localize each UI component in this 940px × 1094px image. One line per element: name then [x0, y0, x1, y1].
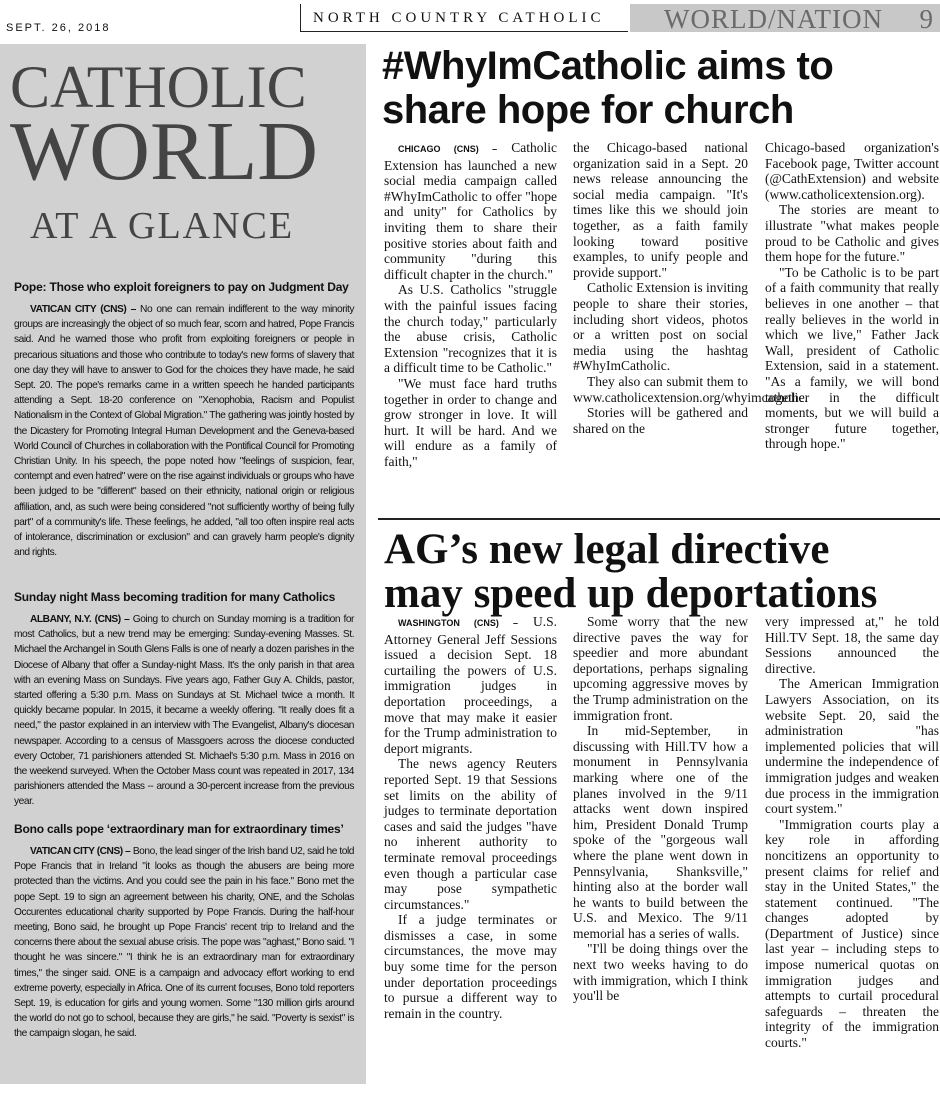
story-text: Going to church on Sunday morning is a tradition for most Catholics, but a new trend may be emerging: Sunday-evening Masses. St. Michael the Archangel in South Glens Falls is one of nearly a dozen parishes in the Diocese of Albany that offer a Sunday-night Mass. It's the only parish in that area with an evening Mass on Sundays. Five years ago, Father Guy A. Childs, pastor, started offering a 5:30 p.m. Mass on Sundays at St. Michael twice a month. It quickly became popular. In 2015, it became a weekly offering. "It really does fit a need," the pastor explained in an interview with The Evangelist, Albany's diocesan newspaper. According to a census of Massgoers across the diocese conducted every October, 71 parishioners attended St. Michael's 5:30 p.m. Mass in 2016 on the weekend surveyed. When the October Mass count was repeated in 2017, 134 parishioners attended the Mass -- around a 30-percent increase from the previous year.	[14, 614, 354, 808]
publication-name: NORTH COUNTRY CATHOLIC	[300, 4, 628, 32]
paragraph: "Immigration courts play a key role in affording noncitizens an opportunity to present claims for relief and stay in the United States," the statement continued. "The changes adopted by (Department of Justice) since last year – including steps to impose numerical quotas on immigration judges and attempts to curtail procedural safeguards – threaten the integrity of the immigration courts."	[765, 816, 939, 1051]
paragraph	[384, 614, 557, 756]
paragraph: Some worry that the new directive paves the way for speedier and more abundant deportations, perhaps signaling upcoming aggressive moves by the Trump administration on the immigration front.	[573, 614, 748, 723]
article1-column-1	[384, 140, 557, 469]
sidebar-story-headline: Bono calls pope ‘extraordinary man for extraordinary times’	[14, 822, 344, 836]
issue-date: SEPT. 26, 2018	[6, 22, 111, 34]
sidebar-story-body	[14, 302, 354, 560]
sidebar-story-body	[14, 612, 354, 810]
article-divider	[378, 518, 940, 520]
sidebar-story-headline: Sunday night Mass becoming tradition for many Catholics	[14, 590, 336, 604]
paragraph: the Chicago-based national organization said in a Sept. 20 news release announcing the social media campaign. "It's times like this we should join together, as a faith family looking toward positive examples, to unify people and provide support."	[573, 140, 748, 280]
dateline: WASHINGTON (CNS) –	[398, 618, 519, 628]
paragraph: "I'll be doing things over the next two weeks having to do with immigration, which I think you'll be	[573, 941, 748, 1004]
article1-column-2	[573, 140, 808, 436]
sidebar-story-bono	[14, 822, 354, 1042]
paragraph: As U.S. Catholics "struggle with the painful issues facing the church today," particularly the abuse crisis, Catholic Extension "recognizes that it is a difficult time to be Catholic."	[384, 282, 557, 376]
paragraph: The stories are meant to illustrate "what makes people proud to be Catholic and gives them hope for the future."	[765, 202, 939, 265]
paragraph: They also can submit them to www.catholicextension.org/whyimcatholic.	[573, 373, 808, 405]
article2-column-3	[765, 614, 939, 1051]
paragraph: If a judge terminates or dismisses a case, in some circumstances, the move may buy some time for the person under deportation proceedings to pursue a different way to remain in the country.	[384, 912, 557, 1021]
article2-column-2	[573, 614, 748, 1004]
dateline: CHICAGO (CNS) –	[398, 144, 498, 154]
dateline: ALBANY, N.Y. (CNS) –	[30, 614, 130, 625]
dateline: VATICAN CITY (CNS) –	[30, 846, 131, 857]
article2-column-1	[384, 614, 557, 1021]
page-number: 9	[919, 4, 934, 34]
paragraph	[384, 140, 557, 282]
headline-line: may speed up deportations	[384, 570, 878, 617]
headline-line: #WhyImCatholic aims to	[382, 44, 834, 88]
article1-column-3	[765, 140, 939, 452]
headline-line: share hope for church	[382, 88, 794, 132]
story-text: No one can remain indifferent to the way minority groups are increasingly the object of so much fear, scorn and hatred, Pope Francis said. And he warned those who profit from exploiting foreigners or people in precarious situations and those who contribute to today's new forms of slavery that one day they will have to answer to God for the choices they have made, he said Sept. 20. The pope's remarks came in a written speech he handed participants attending a Sept. 18-20 conference on "Xenophobia, Racism and Populist Nationalism in the Context of Global Migration." The gathering was jointly hosted by the Dicastery for Promoting Integral Human Development and the Geneva-based World Council of Churches in collaboration with the Pontifical Council for Promoting Christian Unity. In his speech, the pope noted how "feelings of suspicion, fear, contempt and even hatred" were on the rise against individuals or groups who have been judged to be "different" based on their ethnicity, national origin or religious affiliation, and, as such were being considered "not sufficiently worthy of being fully part" of a community's life. These feelings, he added, "all too often inspire real acts of intolerance, discrimination or exclusion" and can gravely harm people's dignity and rights.	[14, 304, 354, 559]
paragraph: In mid-September, in discussing with Hill.TV how a monument in Pennsylvania marking where one of the planes involved in the 9/11 attacks went down inspired him, President Donald Trump spoke of the "gorgeous wall where the plane went down in Pennsylvania, Shanksville," hinting also at the border wall he wants to build between the U.S. and Mexico. The 9/11 memorial has a series of walls.	[573, 723, 748, 941]
article1-headline	[382, 44, 938, 132]
sidebar-story-body	[14, 844, 354, 1042]
paragraph: Chicago-based organization's Facebook page, Twitter account (@CathExtension) and website (www.catholicextension.org).	[765, 140, 939, 202]
section-banner	[630, 4, 940, 32]
dateline: VATICAN CITY (CNS) –	[30, 304, 136, 315]
paragraph: very impressed at," he told Hill.TV Sept. 18, the same day Sessions announced the directive.	[765, 614, 939, 676]
article2-headline	[384, 528, 940, 616]
paragraph-text: Catholic Extension has launched a new social media campaign called #WhyImCatholic to offer "hope and unity" for Catholics by inviting them to share their positive stories about faith and community "during this difficult chapter in the church."	[384, 140, 557, 282]
paragraph: "To be Catholic is to be part of a faith community that really believes in one another – that really believes in the world in which we live," Father Jack Wall, president of Catholic Extension, said in a statement. "As a family, we will bond together in the difficult moments, but we will build a stronger future together, through hope."	[765, 264, 939, 452]
paragraph: The American Immigration Lawyers Association, on its website Sept. 20, said the administration "has implemented policies that will undermine the independence of immigration judges and weaken due process in the immigration court system."	[765, 676, 939, 817]
paragraph-text: U.S. Attorney General Jeff Sessions issued a decision Sept. 18 curtailing the powers of U.S. immigration judges in deportation proceedings, a move that may make it easier for the Trump administration to deport migrants.	[384, 614, 557, 756]
sidebar-title-at-a-glance: AT A GLANCE	[30, 205, 295, 247]
section-name: WORLD/NATION	[664, 4, 883, 34]
headline-line: AG’s new legal directive	[384, 526, 830, 573]
sidebar-story-sunday-mass	[14, 590, 354, 810]
paragraph: "We must face hard truths together in order to change and grow stronger in love. It will hurt. It will be hard. And we will endure as a family of faith,"	[384, 375, 557, 469]
story-text: Bono, the lead singer of the Irish band U2, said he told Pope Francis that in Ireland "it looks as though the abusers are being more protected than the victims. And you could see the pain in his face." Bono met the pope Sept. 19 to sign an agreement between his charity, ONE, and the Scholas Occurentes educational charity supported by Pope Francis. During the half-hour meeting, Bono said, he brought up Pope Francis' recent trip to Ireland and the concerns there about the sexual abuse crisis. The pope was "aghast," Bono said. "I thought he was sincere." "I think he is an extraordinary man for extraordinary times," the singer said. ONE is a campaign and advocacy effort working to end extreme poverty, especially in Africa. One of its current focuses, Bono told reporters Sept. 19, is education for girls and young women. Some "130 million girls around the world do not go to school, because they are girls," he said. "Poverty is sexist" is the campaign slogan, he said.	[14, 846, 354, 1040]
world-at-a-glance-sidebar	[0, 44, 366, 1084]
sidebar-story-headline: Pope: Those who exploit foreigners to pay on Judgment Day	[14, 280, 349, 294]
sidebar-title-catholic: CATHOLIC	[10, 54, 307, 120]
page-header	[0, 0, 940, 40]
sidebar-title-world: WORLD	[10, 105, 318, 198]
paragraph: Stories will be gathered and shared on the	[573, 405, 748, 436]
paragraph: The news agency Reuters reported Sept. 19 that Sessions set limits on the ability of judges to terminate deportation cases and said the judges "have no inherent authority to terminate removal proceedings even though a particular case may pose sympathetic circumstances."	[384, 756, 557, 912]
paragraph: Catholic Extension is inviting people to share their stories, including short videos, photos or a written post on social media using the hashtag #WhyImCatholic.	[573, 280, 748, 374]
sidebar-story-pope	[14, 280, 354, 560]
